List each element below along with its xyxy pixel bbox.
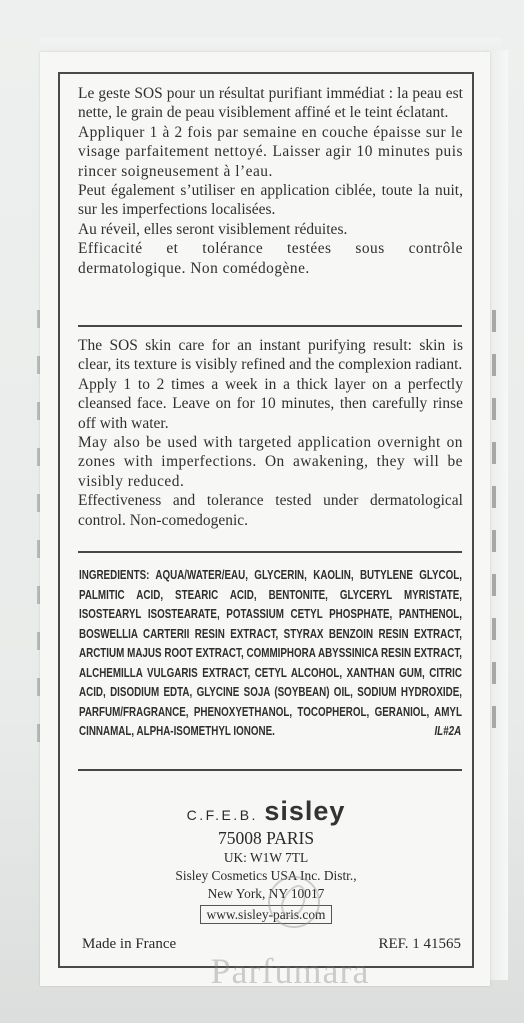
us-distributor: Sisley Cosmetics USA Inc. Distr., bbox=[175, 868, 357, 883]
city: 75008 PARIS bbox=[217, 828, 315, 848]
english-paragraph: Apply 1 to 2 times a week in a thick layer on a perfectly cleansed face. Leave on for 10 minutes, then carefully rinse off with water. bbox=[78, 375, 463, 432]
french-section bbox=[78, 84, 463, 278]
french-paragraph: Le geste SOS pour un résultat purifiant immédiat : la peau est nette, le grain de peau visiblement affiné et le teint éclatant. bbox=[78, 85, 463, 122]
ingredients-block bbox=[79, 566, 462, 742]
english-paragraph: May also be used with targeted application overnight on zones with imperfections. On awakening, they will be visibly reduced. bbox=[78, 434, 463, 490]
watermark-text: Parfumara bbox=[210, 951, 370, 991]
reference-number: REF. 1 41565 bbox=[378, 936, 461, 952]
website: www.sisley-paris.com bbox=[200, 905, 333, 924]
batch-code: IL#2A bbox=[434, 724, 462, 738]
french-paragraph: Efficacité et tolérance testées sous contrôle dermatologique. Non comédogène. bbox=[78, 240, 463, 277]
divider bbox=[78, 769, 462, 771]
french-paragraph: Peut également s’utiliser en application ciblée, toute la nuit, sur les imperfections localisées. bbox=[78, 182, 463, 219]
box-edge-marks-right bbox=[492, 310, 496, 730]
uk-postcode: UK: W1W 7TL bbox=[223, 850, 309, 865]
french-paragraph: Appliquer 1 à 2 fois par semaine en couche épaisse sur le visage parfaitement nettoyé. Laisser agir 10 minutes puis rincer soigneusement à l’eau. bbox=[78, 123, 463, 180]
english-paragraph: Effectiveness and tolerance tested under dermatological control. Non-comedogenic. bbox=[78, 492, 463, 529]
made-in-label: Made in France bbox=[82, 936, 177, 952]
sisley-logo: sisley bbox=[264, 796, 346, 826]
ingredients-text: INGREDIENTS: AQUA/WATER/EAU, GLYCERIN, KAOLIN, BUTYLENE GLYCOL, PALMITIC ACID, STEARIC ACID, BENTONITE, GLYCERYL MYRISTATE, ISOSTEARYL ISOSTEARATE, POTASSIUM CETYL PHOSPHATE, PANTHENOL, BOSWELLIA CARTERII RESIN EXTRACT, STYRAX BENZOIN RESIN EXTRACT, ARCTIUM MAJUS ROOT EXTRACT, COMMIPHORA ABYSSINICA RESIN EXTRACT, ALCHEMILLA VULGARIS EXTRACT, CETYL ALCOHOL, XANTHAN GUM, CITRIC ACID, DISODIUM EDTA, GLYCINE SOJA (SOYBEAN) OIL, SODIUM HYDROXIDE, PARFUM/FRAGRANCE, PHENOXYETHANOL, TOCOPHEROL, GERANIOL, AMYL CINNAMAL, ALPHA-ISOMETHYL IONONE. bbox=[79, 568, 462, 738]
company-prefix: C.F.E.B. bbox=[186, 807, 258, 823]
divider bbox=[78, 325, 462, 327]
english-paragraph: The SOS skin care for an instant purifying result: skin is clear, its texture is visibly refined and the complexion radiant. bbox=[78, 337, 463, 374]
manufacturer-block bbox=[58, 796, 474, 924]
french-paragraph: Au réveil, elles seront visiblement réduites. bbox=[78, 220, 348, 238]
us-city: New York, NY 10017 bbox=[207, 886, 325, 901]
divider bbox=[78, 551, 462, 553]
brand-line bbox=[58, 796, 474, 827]
english-section bbox=[78, 336, 463, 530]
